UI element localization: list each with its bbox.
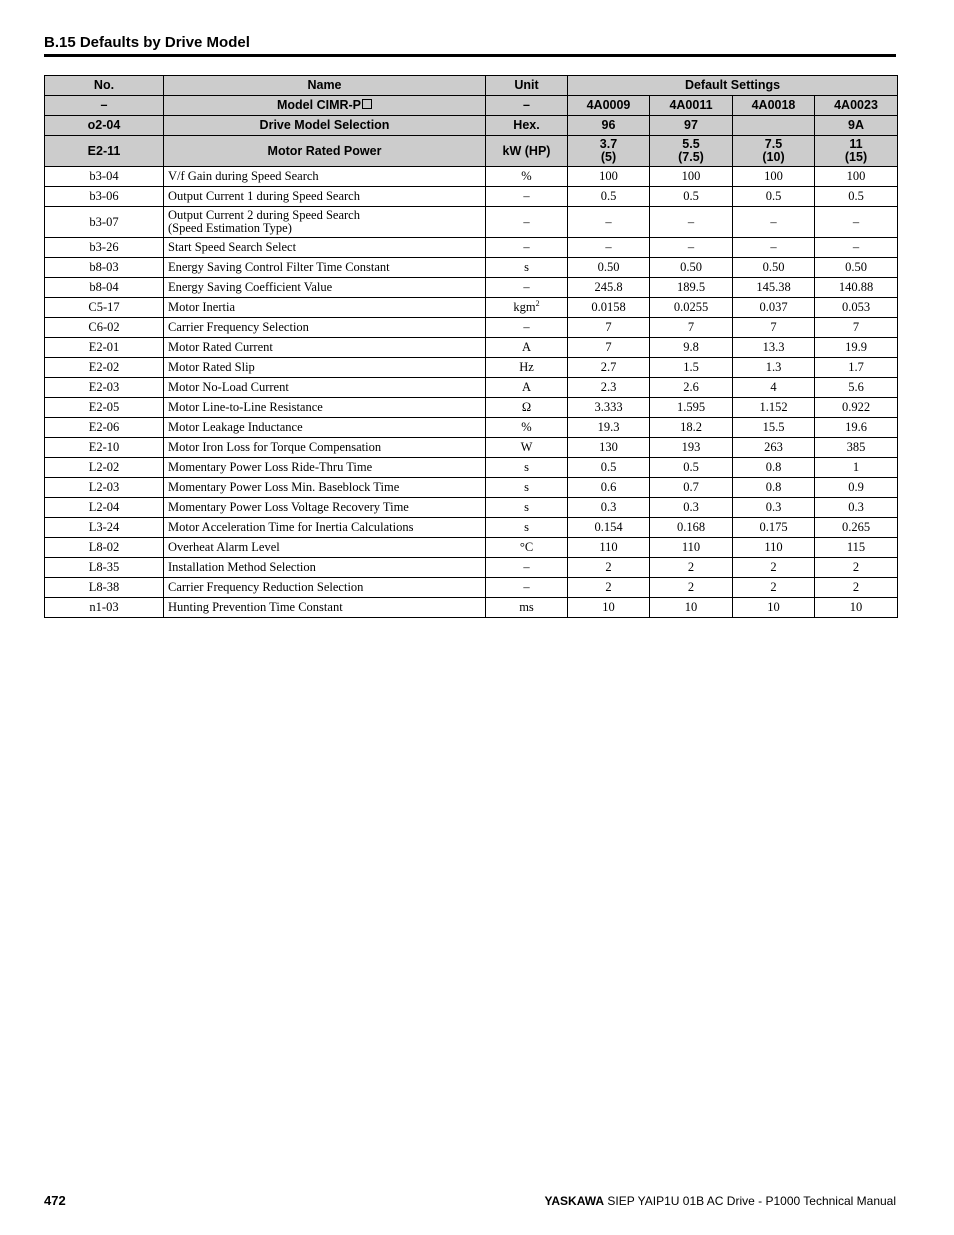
model-name [164,96,486,116]
param-value: 0.3 [650,498,733,518]
param-no: E2-02 [45,358,164,378]
param-name: Momentary Power Loss Min. Baseblock Time [164,478,486,498]
param-no: b8-03 [45,258,164,278]
param-value: 100 [650,167,733,187]
param-unit: A [486,338,568,358]
defaults-table [44,75,898,618]
param-no: L3-24 [45,518,164,538]
param-value: 0.154 [568,518,650,538]
param-value: 10 [733,598,815,618]
param-unit: – [486,318,568,338]
param-unit: s [486,498,568,518]
param-name: Motor Leakage Inductance [164,418,486,438]
table-row [45,278,898,298]
param-value: 0.5 [733,187,815,207]
param-unit: ms [486,598,568,618]
param-value: – [650,238,733,258]
table-row [45,458,898,478]
param-name: Energy Saving Coefficient Value [164,278,486,298]
param-value: 0.50 [733,258,815,278]
param-unit: °C [486,538,568,558]
param-no: L8-35 [45,558,164,578]
table-row [45,338,898,358]
table-row [45,187,898,207]
param-name: Motor Inertia [164,298,486,318]
footer-brand: YASKAWA [544,1194,605,1208]
rated-power-unit: kW (HP) [486,136,568,167]
table-row [45,518,898,538]
param-value: 130 [568,438,650,458]
param-value: 1 [815,458,898,478]
param-value: 7 [650,318,733,338]
param-name: Installation Method Selection [164,558,486,578]
param-name: Hunting Prevention Time Constant [164,598,486,618]
table-body [45,76,898,618]
footer-doc-text: SIEP YAIP1U 01B AC Drive - P1000 Technical Manual [604,1194,896,1208]
model-code: 4A0011 [650,96,733,116]
param-value: 100 [815,167,898,187]
param-value: 1.7 [815,358,898,378]
param-value: 0.0158 [568,298,650,318]
param-value: 145.38 [733,278,815,298]
param-value: 0.5 [815,187,898,207]
param-value: 0.922 [815,398,898,418]
param-unit: % [486,418,568,438]
rated-power-value: 11 (15) [815,136,898,167]
rated-power-value: 3.7 (5) [568,136,650,167]
param-unit: W [486,438,568,458]
param-value: 115 [815,538,898,558]
param-no: b8-04 [45,278,164,298]
rated-power-row [45,136,898,167]
model-selection-value: 97 [650,116,733,136]
param-value: 7 [815,318,898,338]
param-no: C6-02 [45,318,164,338]
param-name: Motor No-Load Current [164,378,486,398]
param-value: 9.8 [650,338,733,358]
param-value: 263 [733,438,815,458]
param-unit: s [486,518,568,538]
param-value: 15.5 [733,418,815,438]
param-value: – [568,207,650,238]
param-name: Carrier Frequency Selection [164,318,486,338]
param-value: 10 [815,598,898,618]
header-row [45,76,898,96]
param-value: 189.5 [650,278,733,298]
param-value: 385 [815,438,898,458]
param-value: 10 [650,598,733,618]
table-row [45,478,898,498]
param-value: 0.168 [650,518,733,538]
table-row [45,398,898,418]
param-no: b3-26 [45,238,164,258]
table-row [45,418,898,438]
param-value: 0.9 [815,478,898,498]
page-number: 472 [44,1193,66,1208]
param-value: 0.5 [650,187,733,207]
param-value: 0.5 [568,458,650,478]
model-selection-row [45,116,898,136]
param-no: E2-10 [45,438,164,458]
table-row [45,298,898,318]
table-row [45,378,898,398]
table-row [45,578,898,598]
param-unit: – [486,207,568,238]
rated-power-name: Motor Rated Power [164,136,486,167]
param-value: 1.5 [650,358,733,378]
param-name: Overheat Alarm Level [164,538,486,558]
param-no: E2-01 [45,338,164,358]
param-value: 193 [650,438,733,458]
param-unit: kgm$^2$ [486,298,568,318]
param-value: 2 [650,558,733,578]
param-no: E2-06 [45,418,164,438]
param-no: E2-05 [45,398,164,418]
param-value: – [650,207,733,238]
param-no: E2-03 [45,378,164,398]
model-code: 4A0018 [733,96,815,116]
param-unit: – [486,558,568,578]
param-value: 0.0255 [650,298,733,318]
param-value: 0.3 [568,498,650,518]
rated-power-value: 5.5 (7.5) [650,136,733,167]
param-value: 7 [568,318,650,338]
param-value: 19.6 [815,418,898,438]
param-unit: s [486,458,568,478]
param-value: 2.7 [568,358,650,378]
model-selection-value: 9A [815,116,898,136]
param-value: 2 [568,558,650,578]
param-value: 110 [568,538,650,558]
param-unit: – [486,278,568,298]
param-value: 2 [815,558,898,578]
table-row [45,498,898,518]
table-row [45,538,898,558]
param-unit: – [486,578,568,598]
param-value: 2 [568,578,650,598]
model-no: – [45,96,164,116]
page-heading: B.15 Defaults by Drive Model [44,34,896,57]
header-unit: Unit [486,76,568,96]
param-value: 0.8 [733,478,815,498]
header-no: No. [45,76,164,96]
header-default-settings: Default Settings [568,76,898,96]
param-value: 0.6 [568,478,650,498]
param-value: 7 [733,318,815,338]
param-name: Carrier Frequency Reduction Selection [164,578,486,598]
param-value: 0.175 [733,518,815,538]
param-value: – [733,238,815,258]
param-value: 1.595 [650,398,733,418]
table-row [45,238,898,258]
table-row [45,207,898,238]
param-name: Motor Iron Loss for Torque Compensation [164,438,486,458]
param-no: L2-03 [45,478,164,498]
param-value: 0.3 [815,498,898,518]
param-no: C5-17 [45,298,164,318]
param-unit: Ω [486,398,568,418]
param-value: 0.3 [733,498,815,518]
param-name: Motor Acceleration Time for Inertia Calculations [164,518,486,538]
param-value: 19.3 [568,418,650,438]
param-no: n1-03 [45,598,164,618]
param-value: 2 [733,558,815,578]
param-value: 110 [650,538,733,558]
square-placeholder-icon [362,99,372,109]
param-value: 7 [568,338,650,358]
param-value: – [815,238,898,258]
model-name-text: Model CIMR-P [276,98,362,112]
param-value: 0.50 [815,258,898,278]
param-name: Output Current 2 during Speed Search (Speed Estimation Type) [164,207,486,238]
param-name: Motor Rated Slip [164,358,486,378]
model-row [45,96,898,116]
table-row [45,558,898,578]
param-value: 2.6 [650,378,733,398]
param-unit: s [486,258,568,278]
param-no: b3-06 [45,187,164,207]
param-no: b3-07 [45,207,164,238]
param-value: 19.9 [815,338,898,358]
param-no: b3-04 [45,167,164,187]
param-value: 2 [733,578,815,598]
model-code: 4A0009 [568,96,650,116]
param-no: L2-02 [45,458,164,478]
param-value: 140.88 [815,278,898,298]
model-code: 4A0023 [815,96,898,116]
table-row [45,258,898,278]
param-value: 13.3 [733,338,815,358]
param-value: 3.333 [568,398,650,418]
param-unit: – [486,187,568,207]
param-value: 1.3 [733,358,815,378]
header-name: Name [164,76,486,96]
param-unit: s [486,478,568,498]
param-value: 100 [733,167,815,187]
table-row [45,438,898,458]
param-name: Energy Saving Control Filter Time Constant [164,258,486,278]
footer-document-title [544,1194,896,1208]
table-row [45,167,898,187]
param-value: 0.50 [568,258,650,278]
param-value: 0.50 [650,258,733,278]
model-selection-unit: Hex. [486,116,568,136]
param-value: 0.5 [568,187,650,207]
param-value: 2 [650,578,733,598]
param-value: – [815,207,898,238]
param-name: Momentary Power Loss Ride-Thru Time [164,458,486,478]
model-selection-no: o2-04 [45,116,164,136]
param-unit: – [486,238,568,258]
param-value: 1.152 [733,398,815,418]
model-unit: – [486,96,568,116]
param-value: 0.7 [650,478,733,498]
param-value: 4 [733,378,815,398]
param-value: 2 [815,578,898,598]
param-value: 18.2 [650,418,733,438]
param-value: 0.037 [733,298,815,318]
param-value: – [568,238,650,258]
param-name: Momentary Power Loss Voltage Recovery Time [164,498,486,518]
param-unit: % [486,167,568,187]
param-value: 0.5 [650,458,733,478]
model-selection-value [733,116,815,136]
model-selection-name: Drive Model Selection [164,116,486,136]
param-value: 110 [733,538,815,558]
param-name: Output Current 1 during Speed Search [164,187,486,207]
rated-power-value: 7.5 (10) [733,136,815,167]
param-no: L2-04 [45,498,164,518]
param-value: 5.6 [815,378,898,398]
table-row [45,358,898,378]
param-value: 0.8 [733,458,815,478]
param-value: 0.265 [815,518,898,538]
param-name: V/f Gain during Speed Search [164,167,486,187]
param-value: 0.053 [815,298,898,318]
table-row [45,598,898,618]
table-row [45,318,898,338]
param-value: 10 [568,598,650,618]
param-unit: A [486,378,568,398]
param-no: L8-38 [45,578,164,598]
param-name: Motor Rated Current [164,338,486,358]
param-no: L8-02 [45,538,164,558]
rated-power-no: E2-11 [45,136,164,167]
param-value: – [733,207,815,238]
param-value: 245.8 [568,278,650,298]
model-selection-value: 96 [568,116,650,136]
param-unit: Hz [486,358,568,378]
param-name: Motor Line-to-Line Resistance [164,398,486,418]
param-value: 100 [568,167,650,187]
param-name: Start Speed Search Select [164,238,486,258]
param-value: 2.3 [568,378,650,398]
